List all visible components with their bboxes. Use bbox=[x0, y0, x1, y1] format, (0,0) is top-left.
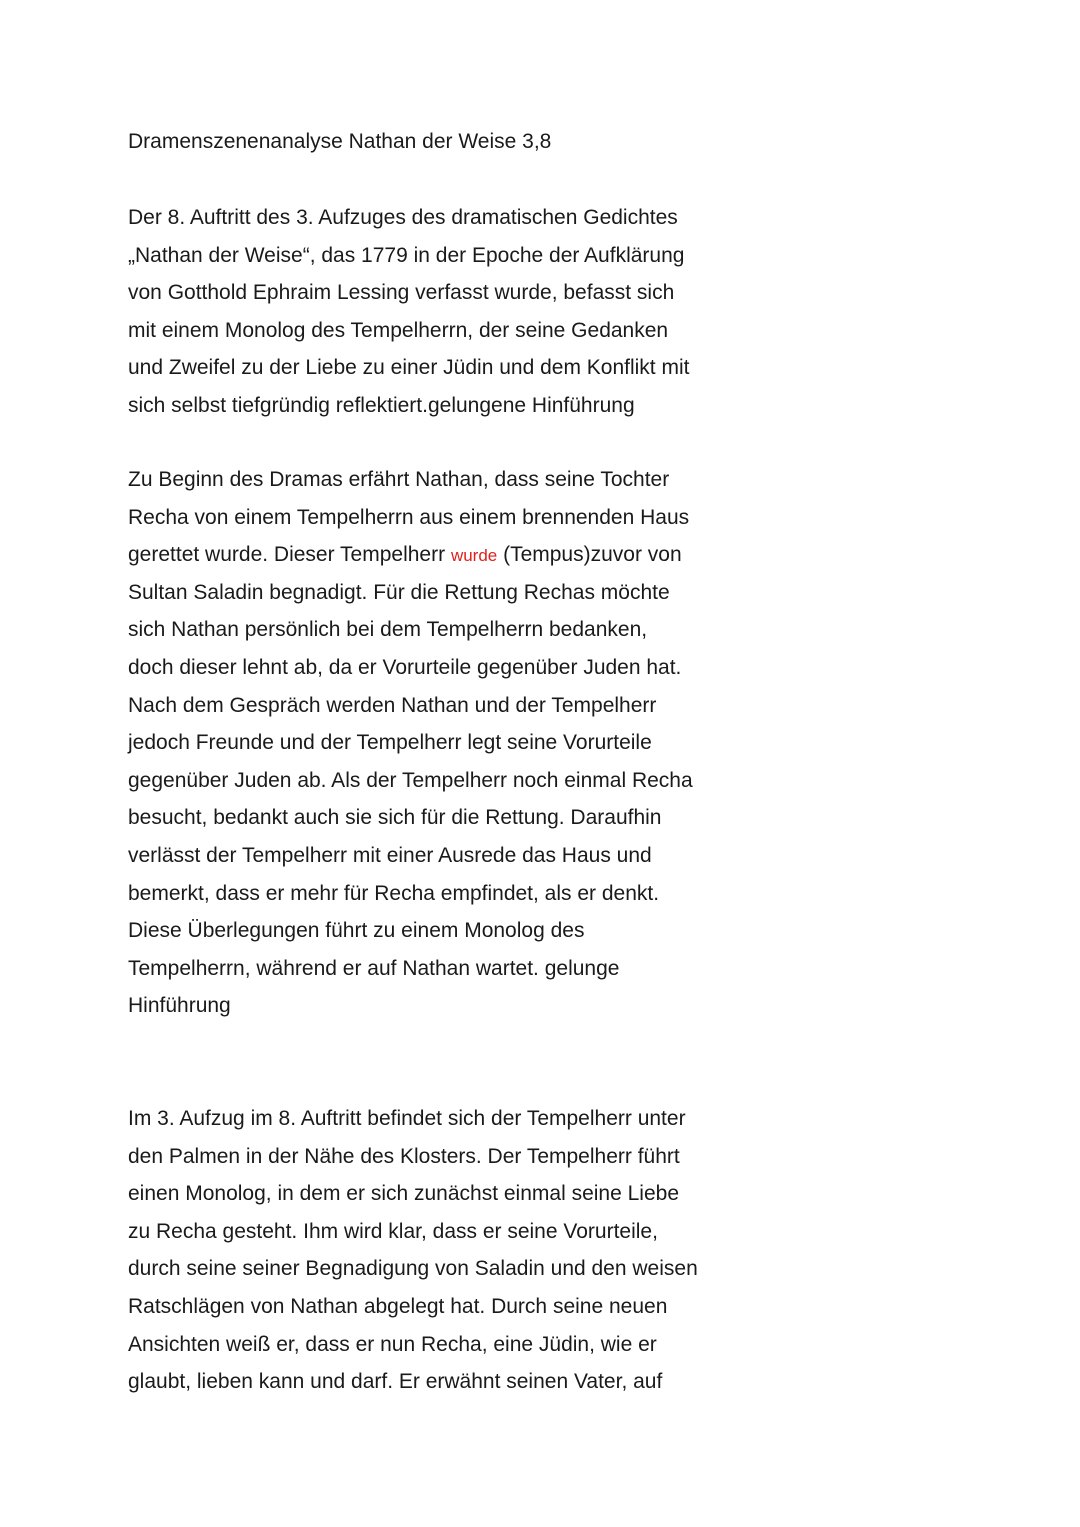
text-line: Hinführung bbox=[128, 994, 231, 1018]
correction-mark: wurde bbox=[450, 546, 498, 566]
document-title: Dramenszenenanalyse Nathan der Weise 3,8 bbox=[128, 130, 552, 153]
text-line: gegenüber Juden ab. Als der Tempelherr noch einmal Recha bbox=[128, 768, 693, 792]
text-line: Nach dem Gespräch werden Nathan und der Tempelherr bbox=[128, 693, 657, 717]
text-line: doch dieser lehnt ab, da er Vorurteile gegenüber Juden hat. bbox=[128, 655, 682, 679]
text-line: Der 8. Auftritt des 3. Aufzuges des dramatischen Gedichtes bbox=[128, 206, 678, 229]
text-line: „Nathan der Weise“, das 1779 in der Epoche der Aufklärung bbox=[128, 243, 685, 267]
text-line: besucht, bedankt auch sie sich für die Rettung. Daraufhin bbox=[128, 806, 662, 830]
text-line: sich Nathan persönlich bei dem Tempelherrn bedanken, bbox=[128, 618, 648, 642]
text-line: glaubt, lieben kann und darf. Er erwähnt seinen Vater, auf bbox=[128, 1370, 663, 1394]
text-line: einen Monolog, in dem er sich zunächst einmal seine Liebe bbox=[128, 1182, 679, 1206]
text-line: Recha von einem Tempelherrn aus einem brennenden Haus bbox=[128, 505, 690, 529]
text-line: Sultan Saladin begnadigt. Für die Rettung Rechas möchte bbox=[128, 580, 670, 604]
text-line: durch seine seiner Begnadigung von Saladin und den weisen bbox=[128, 1257, 698, 1281]
text-segment: (Tempus)zuvor von bbox=[497, 543, 682, 567]
text-line: Ansichten weiß er, dass er nun Recha, eine Jüdin, wie er bbox=[128, 1332, 657, 1356]
text-line: verlässt der Tempelherr mit einer Ausrede das Haus und bbox=[128, 843, 652, 867]
text-line: Zu Beginn des Dramas erfährt Nathan, dass seine Tochter bbox=[128, 468, 670, 491]
text-line: und Zweifel zu der Liebe zu einer Jüdin und dem Konflikt mit bbox=[128, 356, 690, 380]
text-line: Im 3. Aufzug im 8. Auftritt befindet sich der Tempelherr unter bbox=[128, 1107, 686, 1130]
text-line: bemerkt, dass er mehr für Recha empfindet, als er denkt. bbox=[128, 881, 660, 905]
paragraph-context bbox=[128, 461, 693, 1025]
text-line: von Gotthold Ephraim Lessing verfasst wurde, befasst sich bbox=[128, 281, 675, 305]
text-line-with-correction bbox=[128, 536, 693, 574]
text-line: Ratschlägen von Nathan abgelegt hat. Durch seine neuen bbox=[128, 1294, 668, 1318]
text-line: zu Recha gesteht. Ihm wird klar, dass er seine Vorurteile, bbox=[128, 1219, 658, 1243]
text-line: Diese Überlegungen führt zu einem Monolog des bbox=[128, 919, 585, 943]
paragraph-introduction bbox=[128, 199, 689, 425]
text-line: den Palmen in der Nähe des Klosters. Der Tempelherr führt bbox=[128, 1144, 680, 1168]
text-line: jedoch Freunde und der Tempelherr legt seine Vorurteile bbox=[128, 731, 652, 755]
paragraph-analysis bbox=[128, 1100, 698, 1401]
text-line: mit einem Monolog des Tempelherrn, der seine Gedanken bbox=[128, 318, 669, 342]
text-segment: gerettet wurde. Dieser Tempelherr bbox=[128, 543, 451, 567]
text-line: Tempelherrn, während er auf Nathan wartet. gelunge bbox=[128, 956, 620, 980]
text-line: sich selbst tiefgründig reflektiert.gelungene Hinführung bbox=[128, 393, 635, 417]
